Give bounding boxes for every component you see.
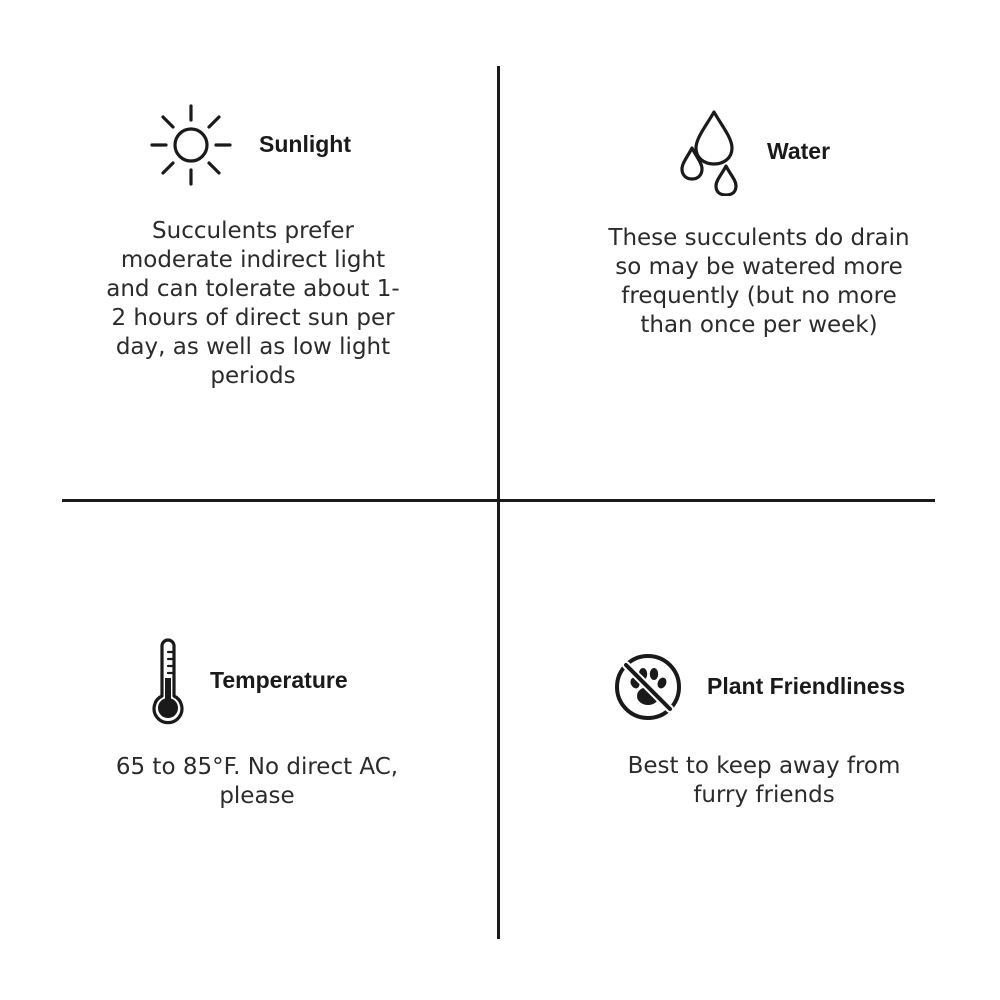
vertical-divider	[497, 66, 500, 939]
sunlight-line: periods	[210, 363, 296, 389]
temperature-title: Temperature	[210, 667, 348, 693]
plant-friendliness-description	[564, 752, 964, 810]
sunlight-title: Sunlight	[259, 131, 351, 157]
horizontal-divider	[62, 499, 935, 502]
water-line: frequently (but no more	[621, 283, 897, 309]
sunlight-description	[53, 217, 453, 391]
plant-friendliness-line: furry friends	[693, 782, 835, 808]
thermometer-icon	[148, 638, 188, 726]
temperature-line: please	[219, 783, 295, 809]
sunlight-line: day, as well as low light	[115, 334, 391, 360]
water-drops-icon	[676, 108, 746, 196]
water-title: Water	[767, 138, 831, 164]
water-line: These succulents do drain	[608, 225, 910, 251]
water-line: so may be watered more	[615, 254, 903, 280]
sunlight-line: Succulents prefer	[152, 218, 354, 244]
plant-friendliness-line: Best to keep away from	[627, 753, 901, 779]
temperature-line: 65 to 85°F. No direct AC,	[115, 754, 399, 780]
water-description	[559, 224, 959, 340]
temperature-description	[57, 753, 457, 811]
water-line: than once per week)	[640, 312, 878, 338]
sunlight-line: and can tolerate about 1-	[106, 276, 400, 302]
sunlight-line: 2 hours of direct sun per	[111, 305, 395, 331]
sunlight-line: moderate indirect light	[120, 247, 386, 273]
no-pets-icon	[613, 652, 683, 722]
sun-icon	[148, 102, 234, 188]
plant-friendliness-title: Plant Friendliness	[707, 673, 906, 699]
